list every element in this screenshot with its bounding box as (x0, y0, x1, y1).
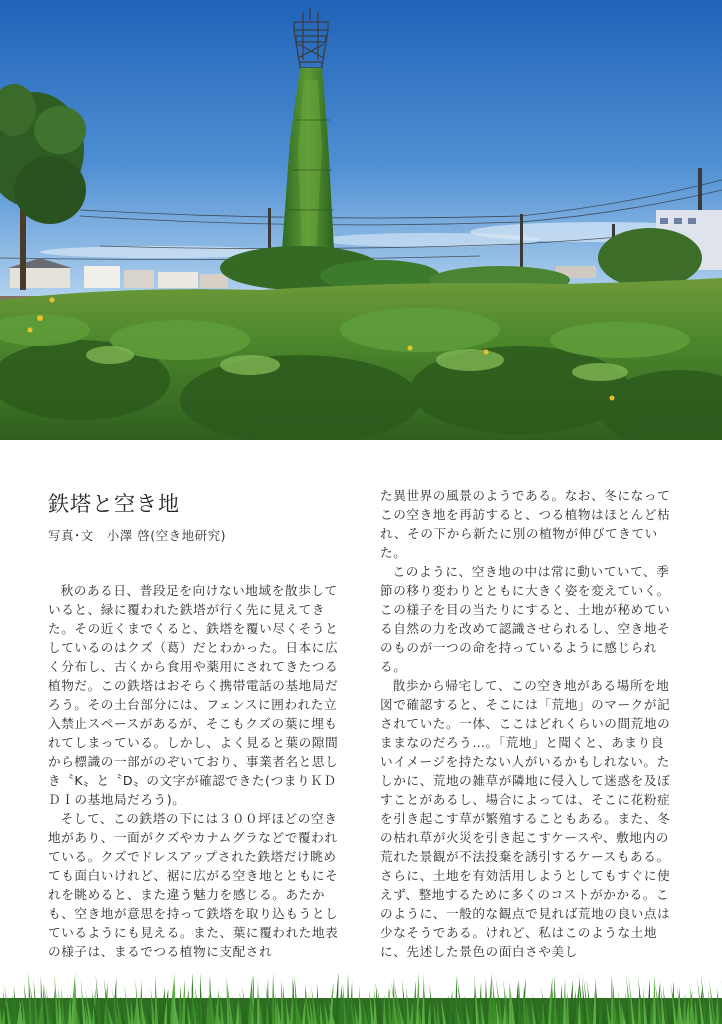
body-paragraph: そして、この鉄塔の下には３００坪ほどの空き地があり、一面がクズやカナムグラなどで覆われている。クズでドレスアップされた鉄塔だけ眺めても面白いけれど、裾に広がる空き地とともにそれを眺めると、また違う魅力を感じる。あたかも、空き地が意思を持って鉄塔を取り込もうとしているようにも見える。また、葉に覆われた地表の様子は、まるでつる植物に支配され (48, 811, 339, 959)
article-title: 鉄塔と空き地 (48, 492, 180, 516)
body-paragraph-continued: た異世界の風景のようである。なお、冬になってこの空き地を再訪すると、つる植物はほとんど枯れ、その下から新たに別の植物が伸びてきていた。 (380, 488, 671, 560)
grass-border-illustration (0, 968, 722, 1024)
body-paragraph: 散歩から帰宅して、この空き地がある場所を地図で確認すると、そこには「荒地」のマークが記されていた。一体、ここはどれくらいの間荒地のままなのだろう…。「荒地」と聞くと、あまり良いイメージを持たない人がいるかもしれない。たしかに、荒地の雑草が隣地に侵入して迷惑を及ぼすことがあるし、場合によっては、そこに花粉症を引き起こす草が繁殖することもある。また、冬の枯れ草が火災を引き起こすケースや、敷地内の荒れた景観が不法投棄を誘引するケースもある。さらに、土地を有効活用しようとしてもすぐに使えず、整地するために多くのコストがかかる。このように、一般的な観点で見れば荒地の良い点は少なそうである。けれど、私はこのような土地に、先述した景色の面白さや美し (380, 678, 671, 959)
byline: 写真･文 小澤 啓(空き地研究) (48, 528, 226, 543)
tree (598, 228, 702, 288)
text-column-right (380, 486, 676, 961)
grass-border (0, 968, 722, 1024)
text-column-left (48, 581, 340, 961)
photo-tower-overgrown-with-kudzu (0, 0, 722, 440)
body-paragraph: このように、空き地の中は常に動いていて、季節の移り変わりとともに大きく姿を変えていく。この様子を目の当たりにすると、土地が秘めている自然の力を改めて認識させられるし、空き地そのものが一つの命を持っているように感じられる。 (380, 564, 671, 674)
utility-pole (520, 214, 523, 274)
body-paragraph: 秋のある日、普段足を向けない地域を散歩していると、緑に覆われた鉄塔が行く先に見えてきた。その近くまでくると、鉄塔を覆い尽くそうとしているのはクズ（葛）だとわかった。日本に広く分布し、古くから食用や薬用にされてきたつる植物だ。この鉄塔はおそらく携帯電話の基地局だろう。その土台部分には、フェンスに囲われた立入禁止スペースがあるが、そこもクズの葉に埋もれてしまっている。しかし、よく見ると葉の隙間から標識の一部がのぞいており、事業者名と思しき〝K〟と〝D〟の文字が確認できた(つまりＫＤＤＩの基地局だろう)。 (48, 583, 339, 807)
hero-photo (0, 0, 722, 440)
